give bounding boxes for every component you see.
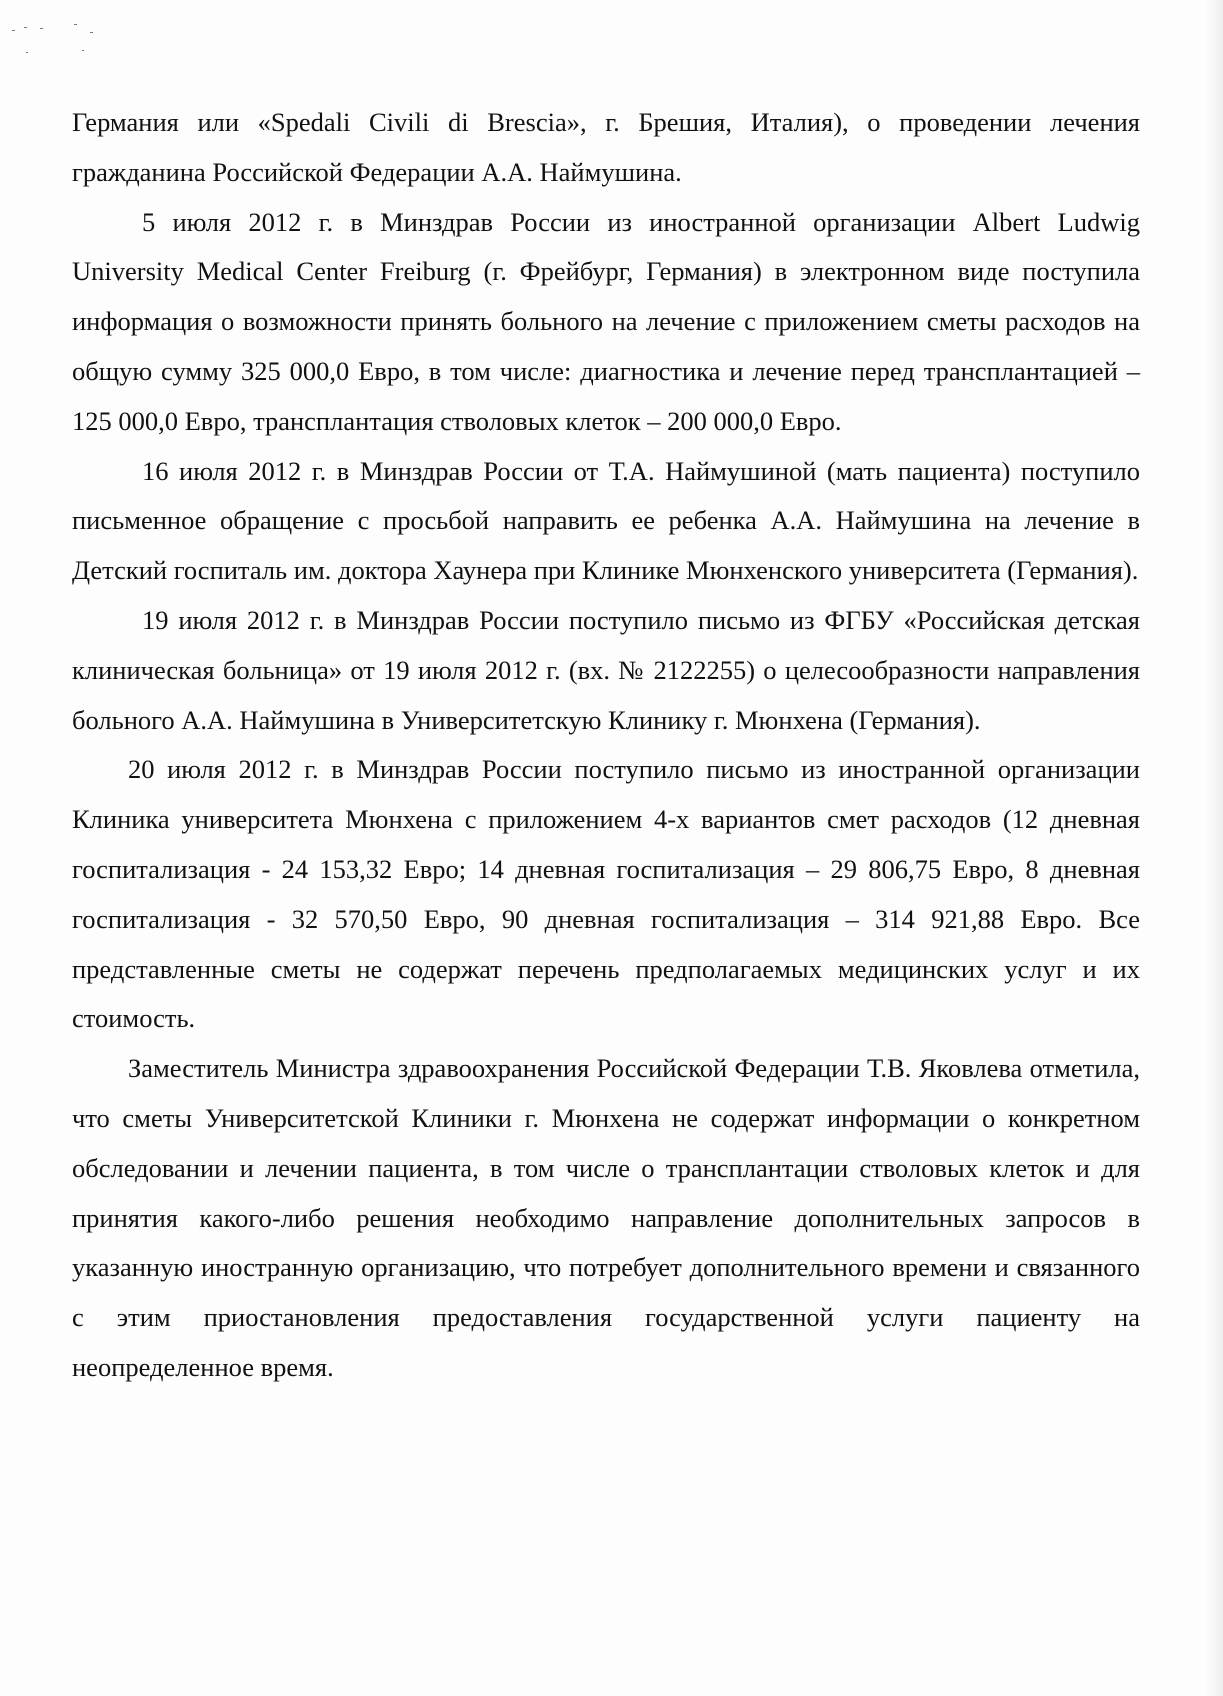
document-body — [72, 98, 1140, 1393]
scan-shadow-edge — [1205, 0, 1223, 1696]
paragraph-2: 5 июля 2012 г. в Минздрав России из иностранной организации Albert Ludwig University Medical Center Freiburg (г. Фрейбург, Германия) в электронном виде поступила информация о возможности принять больного на лечение с приложением сметы расходов на общую сумму 325 000,0 Евро, в том числе: диагностика и лечение перед трансплантацией – 125 000,0 Евро, трансплантация стволовых клеток – 200 000,0 Евро. — [72, 206, 1140, 436]
paragraph-1: Германия или «Spedali Civili di Brescia», г. Брешия, Италия), о проведении лечения гражданина Российской Федерации А.А. Наймушина. — [72, 107, 1140, 187]
scan-specks — [10, 22, 100, 72]
paragraph-6: Заместитель Министра здравоохранения Российской Федерации Т.В. Яковлева отметила, что сметы Университетской Клиники г. Мюнхена не содержат информации о конкретном обследовании и лечении пациента, в том числе о трансплантации стволовых клеток и для принятия какого-либо решения необходимо направление дополнительных запросов в указанную иностранную организацию, что потребует дополнительного времени и связанного с этим приостановления предоставления государственной услуги пациенту на неопределенное время. — [72, 1053, 1140, 1382]
paragraph-4: 19 июля 2012 г. в Минздрав России поступило письмо из ФГБУ «Российская детская клиническая больница» от 19 июля 2012 г. (вх. № 2122255) о целесообразности направления больного А.А. Наймушина в Университетскую Клинику г. Мюнхена (Германия). — [72, 604, 1140, 735]
paragraph-5: 20 июля 2012 г. в Минздрав России поступило письмо из иностранной организации Клиника университета Мюнхена с приложением 4-х вариантов смет расходов (12 дневная госпитализация - 24 153,32 Евро; 14 дневная госпитализация – 29 806,75 Евро, 8 дневная госпитализация - 32 570,50 Евро, 90 дневная госпитализация – 314 921,88 Евро. Все представленные сметы не содержат перечень предполагаемых медицинских услуг и их стоимость. — [72, 754, 1140, 1034]
paragraph-3: 16 июля 2012 г. в Минздрав России от Т.А. Наймушиной (мать пациента) поступило письменное обращение с просьбой направить ее ребенка А.А. Наймушина на лечение в Детский госпиталь им. доктора Хаунера при Клинике Мюнхенского университета (Германия). — [72, 455, 1140, 586]
